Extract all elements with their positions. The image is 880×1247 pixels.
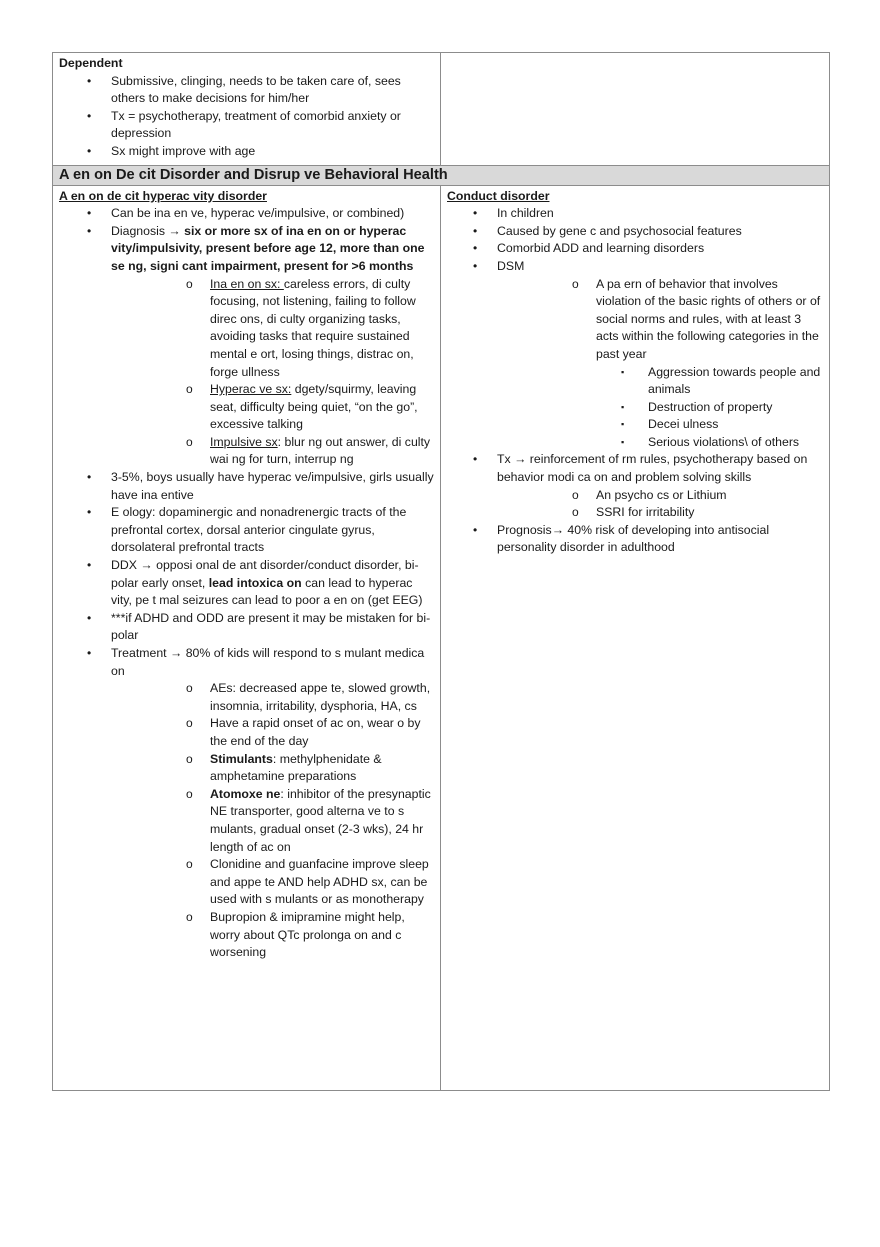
dsm-list (497, 276, 823, 452)
conduct-cell (441, 185, 830, 1090)
list-item: o Have a rapid onset of ac on, wear o by the end of the day (186, 716, 421, 748)
list-item: o SSRI for irritability (497, 504, 823, 522)
dependent-title: Dependent (59, 56, 123, 70)
list-item: o Bupropion & imipramine might help, worry about QTc prolonga on and c worsening (186, 909, 405, 960)
category-list (497, 364, 823, 452)
notes-page (52, 52, 829, 1091)
adhd-title: A en on de cit hyperac vity disorder (59, 188, 267, 203)
section-header: A en on De cit Disorder and Disrup ve Behavioral Health (53, 165, 830, 185)
circle-bullet-icon: o (186, 382, 193, 397)
list-item: • Prognosis→ 40% risk of developing into antisocial personality disorder in adulthood (473, 522, 770, 555)
circle-bullet-icon: o (186, 909, 193, 924)
list-item: • Can be ina en ve, hyperac ve/impulsive, or combined) (59, 205, 434, 223)
square-bullet-icon: ▪ (621, 436, 625, 447)
conduct-list (447, 205, 823, 557)
bullet-icon: • (87, 206, 92, 221)
list-item: • Submissive, clinging, needs to be taken care of, sees others to make decisions for him/her (87, 73, 401, 106)
dependent-cell (53, 53, 441, 166)
treatment-list (111, 680, 434, 962)
conduct-title: Conduct disorder (447, 188, 550, 203)
list-item: • DDX → opposi onal de ant disorder/conduct disorder, bi-polar early onset, lead intoxica on can lead to hyperac vity, pe t mal seizures can lead to poor a en on (get EEG) (87, 558, 423, 608)
list-item: ▪ Decei ulness (497, 416, 823, 434)
bullet-icon: • (87, 73, 92, 88)
list-item: • 3-5%, boys usually have hyperac ve/impulsive, girls usually have ina entive (87, 470, 434, 502)
circle-bullet-icon: o (572, 276, 579, 291)
bullet-icon: • (87, 610, 92, 625)
bullet-icon: • (87, 470, 92, 485)
list-item: • Comorbid ADD and learning disorders (447, 240, 823, 258)
list-item: ▪ Serious violations\ of others (497, 434, 823, 452)
list-item: • Diagnosis → six or more sx of ina en on or hyperac vity/impulsivity, present before age 12, more than one se ng, signi cant impairment, present for >6 months o Ina en on sx: careless errors, di culty focusing, not listening, failing to follow direc ons, di culty organizing tasks, avoiding tasks that require sustained mental e ort, losing things, distrac on, forge ullness o Hyperac ve sx: dgety/squirmy, leaving seat, difficulty being quiet, “on the go”, excessive talking o Impulsive sx: blur ng out answer, di culty wai ng for turn, interrup ng (59, 223, 434, 469)
list-item: o Atomoxe ne: inhibitor of the presynaptic NE transporter, good alterna ve to s mulants, gradual onset (2-3 wks), 24 hr length of ac on (186, 786, 431, 854)
list-item: • DSM o A pa ern of behavior that involves violation of the basic rights of others or of social norms and rules, with at least 3 acts within the following categories in the past year ▪ Aggression towards people and animals ▪ Destruction of property ▪ Decei ulness ▪ Serious violations\ of others (447, 258, 823, 452)
circle-bullet-icon: o (572, 487, 579, 502)
tx-list (497, 487, 823, 522)
bullet-icon: • (87, 646, 92, 660)
list-item: o Stimulants: methylphenidate & amphetamine preparations (186, 751, 382, 784)
circle-bullet-icon: o (186, 434, 193, 449)
list-item: • Caused by gene c and psychosocial features (447, 223, 823, 241)
list-item: o An psycho cs or Lithium (497, 487, 823, 505)
list-item: • ***if ADHD and ODD are present it may be mistaken for bi-polar (87, 610, 431, 643)
bullet-icon: • (473, 241, 478, 256)
circle-bullet-icon: o (186, 681, 193, 696)
list-item: ▪ Destruction of property (497, 399, 823, 417)
list-item: • Tx → reinforcement of rm rules, psychotherapy based on behavior modi ca on and problem solving skills o An psycho cs or Lithium o SSRI for irritability (447, 451, 823, 521)
bullet-icon: • (87, 505, 92, 520)
square-bullet-icon: ▪ (621, 419, 625, 430)
bullet-icon: • (87, 143, 92, 158)
content-row (53, 185, 830, 1090)
bullet-icon: • (473, 206, 478, 221)
list-item: • Treatment → 80% of kids will respond to s mulant medica on o AEs: decreased appe te, slowed growth, insomnia, irritability, dysphoria, HA, cs o Have a rapid onset of ac on, wear o by the end of the day o Stimulants: methylphenidate & amphetamine preparations o Atomoxe ne: inhibitor of the presynaptic NE transporter, good alterna ve to s mulants, gradual onset (2-3 wks), 24 hr length of ac on o Clonidine and guanfacine improve sleep and appe te AND help ADHD sx, can be used with s mulants or as monotherapy o Bupropion & imipramine might help, worry about QTc prolonga on and c worsening (59, 645, 434, 962)
list-item: o Clonidine and guanfacine improve sleep and appe te AND help ADHD sx, can be used with s mulants or as monotherapy (186, 857, 429, 907)
bullet-icon: • (87, 558, 92, 573)
bullet-icon: • (87, 108, 92, 123)
list-item: • In children (447, 205, 823, 223)
adhd-cell (53, 185, 441, 1090)
list-item: • Sx might improve with age (59, 143, 434, 161)
arrow-icon: → (551, 522, 564, 537)
square-bullet-icon: ▪ (621, 401, 625, 412)
empty-cell (441, 53, 830, 166)
list-item: o A pa ern of behavior that involves violation of the basic rights of others or of social norms and rules, with at least 3 acts within the following categories in the past year ▪ Aggression towards people and animals ▪ Destruction of property ▪ Decei ulness ▪ Serious violations\ of others (497, 276, 823, 452)
arrow-icon: → (140, 558, 153, 573)
list-item: ▪ Aggression towards people and animals (621, 364, 821, 397)
list-item: o Ina en on sx: careless errors, di culty focusing, not listening, failing to follow direc ons, di culty organizing tasks, avoiding tasks that require sustained mental e ort, losing things, distrac on, forge ullness (186, 276, 416, 379)
bullet-icon: • (473, 522, 478, 537)
arrow-icon: → (170, 646, 183, 660)
circle-bullet-icon: o (186, 276, 193, 291)
bullet-icon: • (87, 223, 92, 238)
arrow-icon: → (514, 452, 527, 467)
list-item: o Hyperac ve sx: dgety/squirmy, leaving seat, difficulty being quiet, “on the go”, excessive talking (186, 382, 418, 432)
list-item: o AEs: decreased appe te, slowed growth, insomnia, irritability, dysphoria, HA, cs (186, 681, 431, 713)
dependent-row (53, 53, 830, 166)
adhd-list (59, 205, 434, 962)
circle-bullet-icon: o (186, 786, 193, 801)
circle-bullet-icon: o (186, 751, 193, 766)
circle-bullet-icon: o (572, 505, 579, 520)
bullet-icon: • (473, 223, 478, 238)
section-header-row (53, 165, 830, 185)
circle-bullet-icon: o (186, 716, 193, 731)
list-item: • Tx = psychotherapy, treatment of comorbid anxiety or depression (87, 108, 401, 141)
arrow-icon: → (168, 223, 181, 238)
bullet-icon: • (473, 258, 478, 273)
circle-bullet-icon: o (186, 857, 193, 872)
dependent-list (59, 73, 434, 161)
list-item: • E ology: dopaminergic and nonadrenergic tracts of the prefrontal cortex, dorsal anterior cingulate gyrus, dorsolateral prefrontal tracts (87, 505, 407, 555)
square-bullet-icon: ▪ (621, 366, 625, 377)
notes-table (52, 52, 830, 1091)
bullet-icon: • (473, 452, 478, 467)
list-item: o Impulsive sx: blur ng out answer, di culty wai ng for turn, interrup ng (186, 434, 431, 467)
symptom-list (111, 276, 434, 470)
